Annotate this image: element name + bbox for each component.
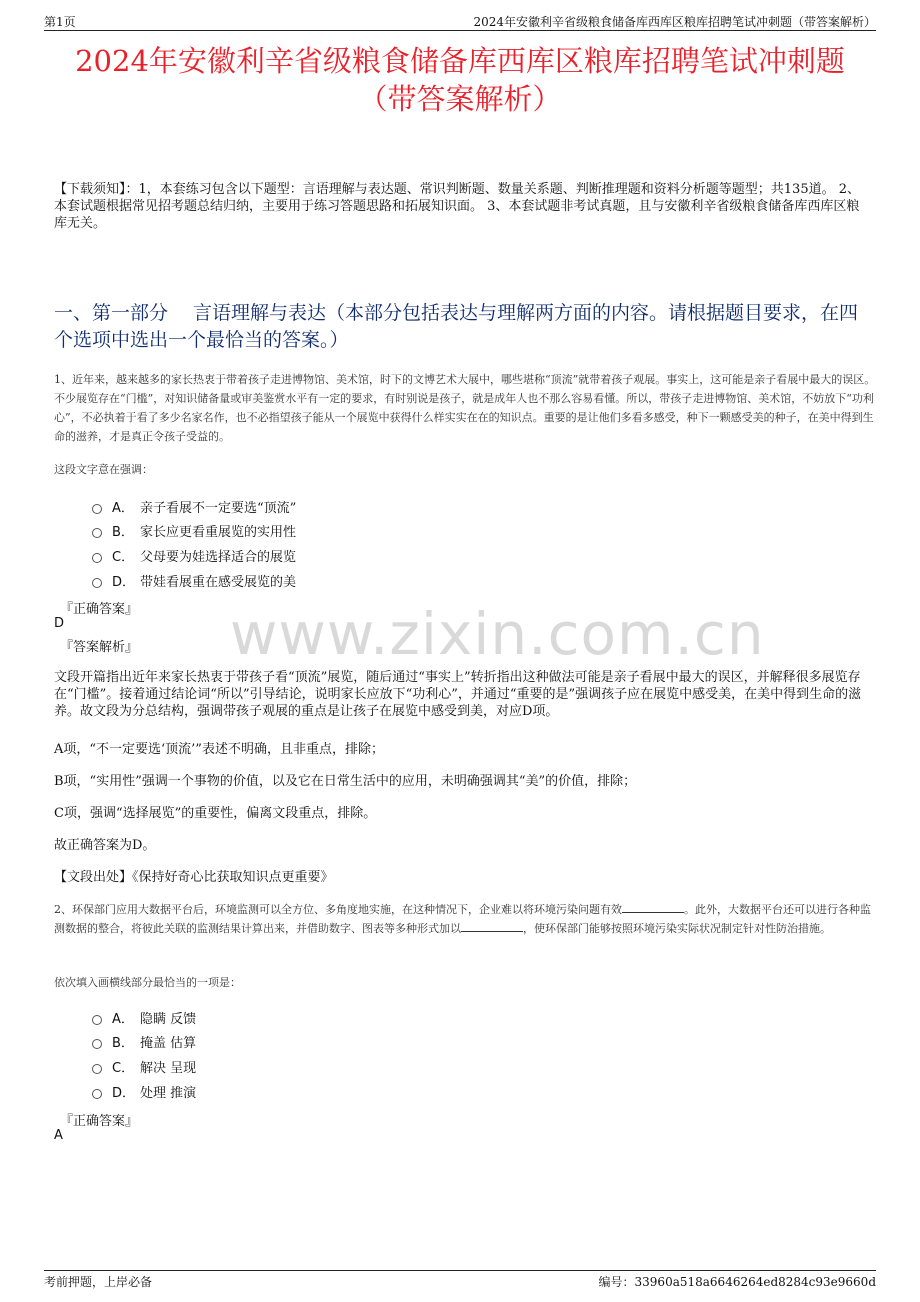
- option-text: 处理 推演: [140, 1086, 197, 1101]
- question-1-text: 1、近年来，越来越多的家长热衷于带着孩子走进博物馆、美术馆，时下的文博艺术大展中，哪些堪称“顶流”就带着孩子观展。事实上，这可能是亲子看展中最大的误区。不少展览存在“门槛”，对知识储备量或审美鉴赏水平有一定的要求，有时别说是孩子，就是成年人也不那么容易看懂。所以，带孩子走进博物馆、美术馆，不妨放下“功利心”，不必执着于看了多少名家名作，也不必指望孩子能从一个展览中获得什么样实实在在的知识点。重要的是让他们多看多感受，种下一颗感受美的种子，在美中得到生命的滋养，才是真正令孩子受益的。: [54, 373, 876, 443]
- q2-answer-label: 『正确答案』: [60, 1114, 139, 1129]
- download-notice: 【下载须知】：1，本套练习包含以下题型：言语理解与表达题、常识判断题、数量关系题、判断推理题和资料分析题等题型；共135道。 2、本套试题根据常见招考题总结归纳，主要用于练习答题思路和拓展知识面。 3、本套试题非考试真题，且与安徽利辛省级粮食储备库西库区粮库无关。: [54, 182, 860, 231]
- q1-answer-label: 『正确答案』: [60, 602, 139, 617]
- radio-icon[interactable]: [92, 1015, 102, 1025]
- option-text: 掩盖 估算: [140, 1036, 197, 1051]
- q1-option-a[interactable]: [92, 497, 296, 516]
- radio-icon[interactable]: [92, 504, 102, 514]
- q2-option-b[interactable]: [92, 1032, 196, 1051]
- title-line-1: 2024年安徽利辛省级粮食储备库西库区粮库招聘笔试冲刺题: [75, 44, 845, 78]
- q2-option-a[interactable]: [92, 1008, 196, 1027]
- q1-analysis-label: 『答案解析』: [60, 640, 139, 655]
- q2-text-part-1: 2、环保部门应用大数据平台后，环境监测可以全方位、多角度地实施，在这种情况下，企业难以将环境污染问题有效: [54, 903, 622, 916]
- option-letter: B．: [112, 525, 134, 540]
- radio-icon[interactable]: [92, 1089, 102, 1099]
- q1-analysis: 文段开篇指出近年来家长热衷于带孩子看“顶流”展览，随后通过“事实上”转折指出这种做法可能是亲子看展中最大的误区，并解释很多展览存在“门槛”。接着通过结论词“所以”引导结论，说明家长应放下“功利心”，并通过“重要的是”强调孩子应在展览中感受美，在美中得到生命的滋养。故文段为分总结构，强调带孩子观展的重点是让孩子在展览中感受到美，对应D项。: [54, 670, 862, 719]
- q2-text-part-3: ，使环保部门能够按照环境污染实际状况制定针对性防治措施。: [523, 922, 831, 935]
- option-text: 父母要为娃选择适合的展览: [140, 550, 297, 565]
- q2-answer: A: [54, 1128, 63, 1143]
- section-heading: 一、第一部分 言语理解与表达（本部分包括表达与理解两方面的内容。请根据题目要求，在四个选项中选出一个最恰当的答案。）: [54, 302, 859, 351]
- option-text: 隐瞒 反馈: [140, 1012, 197, 1027]
- header-doc-title: 2024年安徽利辛省级粮食储备库西库区粮库招聘笔试冲刺题（带答案解析）: [473, 15, 876, 29]
- question-2-text: [54, 900, 876, 938]
- option-letter: C．: [112, 1061, 135, 1076]
- footer-doc-id: 编号：33960a518a6646264ed8284c93e9660d: [598, 1275, 876, 1289]
- option-letter: B．: [112, 1036, 134, 1051]
- q1-option-d[interactable]: [92, 571, 296, 590]
- option-letter: A．: [112, 1012, 134, 1027]
- watermark: www.zixin.com.cn: [230, 600, 765, 668]
- q2-text-part-2: 。此外，大数据平台还可以进行各种监测数据的整合，将彼此关联的监测结果计算出来，并借助数字、图表等多种形式加以: [54, 903, 871, 935]
- question-2-prompt: 依次填入画横线部分最恰当的一项是：: [54, 976, 241, 989]
- option-text: 家长应更看重展览的实用性: [140, 525, 297, 540]
- footer-slogan: 考前押题，上岸必备: [44, 1275, 153, 1289]
- footer-divider: [44, 1270, 876, 1271]
- q1-conclusion: 故正确答案为D。: [54, 838, 156, 853]
- option-letter: A．: [112, 501, 134, 516]
- header-divider: [44, 30, 876, 31]
- fill-blank-1: [622, 902, 684, 913]
- q1-option-c[interactable]: [92, 546, 296, 565]
- q2-option-c[interactable]: [92, 1057, 196, 1076]
- radio-icon[interactable]: [92, 578, 102, 588]
- page-title: [40, 42, 880, 118]
- option-letter: D．: [112, 1086, 136, 1101]
- q1-note-b: B项，“实用性”强调一个事物的价值，以及它在日常生活中的应用，未明确强调其“美”的价值，排除；: [54, 774, 637, 789]
- page-number: 第1页: [44, 15, 76, 29]
- q2-option-d[interactable]: [92, 1082, 196, 1101]
- radio-icon[interactable]: [92, 528, 102, 538]
- q1-note-a: A项，“不一定要选‘顶流’”表述不明确，且非重点，排除；: [54, 742, 384, 757]
- q1-answer: D: [54, 616, 65, 631]
- radio-icon[interactable]: [92, 553, 102, 563]
- option-letter: C．: [112, 550, 135, 565]
- question-1-prompt: 这段文字意在强调：: [54, 463, 153, 476]
- fill-blank-2: [461, 921, 523, 932]
- q1-option-b[interactable]: [92, 521, 296, 540]
- radio-icon[interactable]: [92, 1039, 102, 1049]
- title-line-2: （带答案解析）: [358, 82, 562, 116]
- q1-note-c: C项，强调“选择展览”的重要性，偏离文段重点，排除。: [54, 806, 377, 821]
- option-letter: D．: [112, 575, 136, 590]
- option-text: 亲子看展不一定要选“顶流”: [140, 501, 297, 516]
- radio-icon[interactable]: [92, 1064, 102, 1074]
- option-text: 解决 呈现: [140, 1061, 197, 1076]
- q1-source: 【文段出处】《保持好奇心比获取知识点更重要》: [54, 870, 334, 885]
- option-text: 带娃看展重在感受展览的美: [140, 575, 297, 590]
